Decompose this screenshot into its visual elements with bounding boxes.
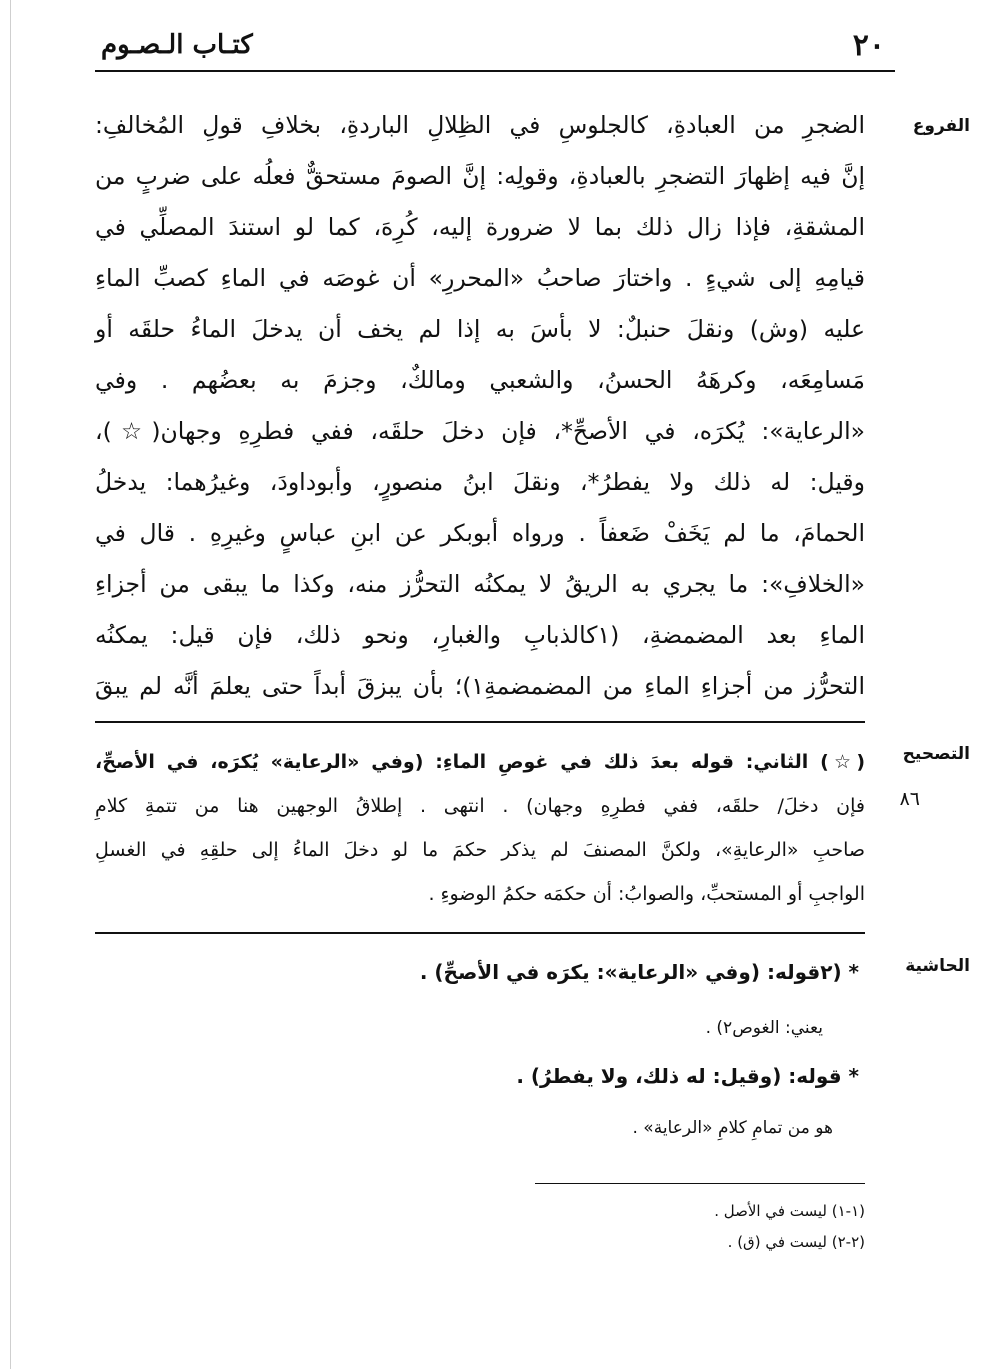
main-text-line: قيامِهِ إلى شيءٍ . واختارَ صاحبُ «المحررِ» أن غوصَه في الماءِ كصبِّ الماءِ (95, 264, 865, 292)
correction-line: فإن دخلَ/ حلقَه، ففي فطرِهِ وجهان) . انتهى . إطلاقُ الوجهين هنا من تتمةِ كلامِ (95, 795, 865, 817)
main-text-line: إنَّ فيه إظهارَ التضجرِ بالعبادةِ، وقولِه: إنَّ الصومَ مستحقٌّ فعلُه على ضربٍ من (95, 162, 865, 190)
label-tashih: التصحيح (902, 744, 970, 764)
main-text-line: وقيل: له ذلك ولا يفطرُ*، ونقلَ ابنُ منصورٍ، وأبوداودَ، وغيرُهما: يدخلُ (95, 468, 865, 496)
correction-block (95, 740, 865, 916)
hashiya-text: يعني: الغوص٢) . (705, 1018, 823, 1038)
footnotes (535, 1196, 865, 1258)
correction-line: صاحبِ «الرعايةِ»، ولكنَّ المصنفَ لم يذكر حكمَ ما لو دخلَ الماءُ إلى حلقِهِ في الغسلِ (95, 839, 865, 861)
correction-number: ٨٦ (899, 788, 920, 810)
main-text-line: الضجرِ من العبادةِ، كالجلوسِ في الظِلالِ الباردةِ، بخلافِ قولِ المُخالفِ: (95, 111, 865, 139)
main-text-line: التحرُّز من أجزاءِ الماءِ من المضمضمةِ١)؛ بأن يبزقَ أبداً حتى يعلمَ أنَّه لم يبقَ (95, 672, 865, 700)
main-text-line: «الخلافِ»: ما يجري به الريقُ لا يمكنُه التحرُّز منه، وكذا ما يبقى من أجزاءِ (95, 570, 865, 598)
header-rule (95, 70, 895, 72)
section-divider (95, 721, 865, 723)
correction-line: (☆) الثاني: قوله بعدَ ذلك في غوصِ الماءِ: (وفي «الرعاية» يُكرَه، في الأصحِّ، (95, 751, 865, 773)
footnote: (٢-٢) ليست في (ق) . (727, 1233, 865, 1251)
label-hashiya: الحاشية (905, 956, 970, 976)
main-text-line: «الرعاية»: يُكرَه، في الأصحِّ*، فإن دخلَ حلقَه، ففي فطرِهِ وجهان(☆)، (95, 417, 865, 445)
correction-line: الواجبِ أو المستحبِّ، والصوابُ: أن حكمَه حكمُ الوضوءِ . (428, 883, 865, 905)
footnote: (١-١) ليست في الأصل . (714, 1202, 865, 1220)
main-text-line: مَسامِعَه، وكرهَهُ الحسنُ، والشعبي ومالكٌ، وجزمَ به بعضُهم . وفي (95, 366, 865, 394)
hashiya-heading: * قوله: (وقيل: له ذلك، ولا يفطرُ) . (516, 1064, 859, 1088)
main-text-line: عليه (وش) ونقلَ حنبلٌ: لا بأسَ به إذا لم يخف أن يدخلَ الماءُ حلقَه أو (95, 315, 865, 343)
main-text-line: الحمامَ، ما لم يَخَفْ ضَعفاً . ورواه أبوبكر عن ابنِ عباسٍ وغيرِهِ . قال في (95, 519, 865, 547)
book-title: كتـاب الـصـوم (101, 30, 253, 60)
hashiya-block (95, 952, 865, 1152)
page-header (95, 26, 895, 70)
section-divider (95, 932, 865, 934)
main-text-block (95, 100, 865, 712)
main-text-line: المشقةِ، فإذا زال ذلك بما لا ضرورة إليه، كُرِهَ، كما لو استندَ المصلِّي في (95, 213, 865, 241)
main-text-line: الماءِ بعد المضمضةِ، (١كالذبابِ والغبارِ، ونحو ذلك، فإن قيل: يمكنُه (95, 621, 865, 649)
scan-edge-line (10, 0, 11, 1369)
hashiya-text: هو من تمامِ كلامِ «الرعاية» . (632, 1118, 833, 1138)
hashiya-heading: * (٢قوله: (وفي «الرعاية»: يكرَه في الأصحِّ) . (419, 960, 859, 984)
page-number: ٢٠ (852, 28, 885, 63)
footnote-divider (535, 1183, 865, 1184)
label-furu: الفروع (912, 116, 970, 136)
